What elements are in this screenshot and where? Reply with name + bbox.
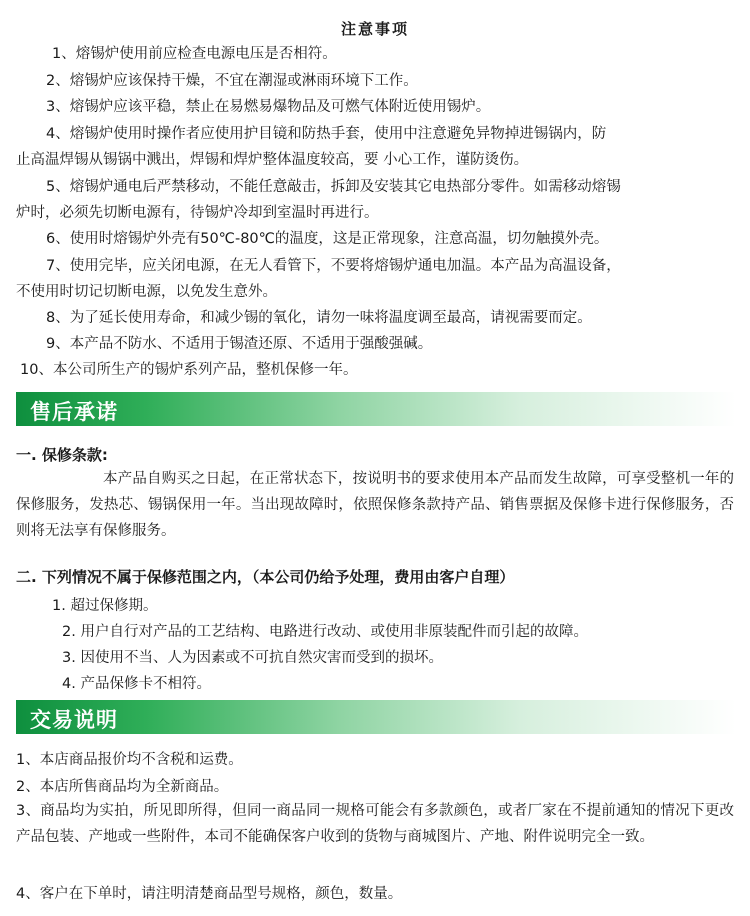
notice-item-5-cont: 炉时，必须先切断电源有，待锡炉冷却到室温时再进行。 <box>16 205 379 221</box>
notice-item-4: 4、熔锡炉使用时操作者应使用护目镜和防热手套，使用中注意避免异物掉进锡锅内，防 <box>46 126 607 142</box>
notice-item-1: 1、熔锡炉使用前应检查电源电压是否相符。 <box>52 46 337 62</box>
notice-item-6: 6、使用时熔锡炉外壳有50℃-80℃的温度，这是正常现象，注意高温，切勿触摸外壳。 <box>46 231 609 247</box>
notice-item-5: 5、熔锡炉通电后严禁移动，不能任意敲击，拆卸及安装其它电热部分零件。如需移动熔锡 <box>46 179 621 195</box>
warranty-heading: 一. 保修条款: <box>16 446 108 464</box>
exclusion-item-3: 3. 因使用不当、人为因素或不可抗自然灾害而受到的损坏。 <box>62 650 443 666</box>
trade-banner-title: 交易说明 <box>30 708 118 732</box>
notice-item-7: 7、使用完毕，应关闭电源，在无人看管下，不要将熔锡炉通电加温。本产品为高温设备， <box>46 258 621 274</box>
notice-title: 注意事项 <box>340 20 409 38</box>
after-sales-banner-title: 售后承诺 <box>30 400 118 424</box>
trade-item-4: 4、客户在下单时，请注明清楚商品型号规格，颜色，数量。 <box>16 886 403 902</box>
trade-item-3: 3、商品均为实拍，所见即所得，但同一商品同一规格可能会有多款颜色，或者厂家在不提前通知的情况下更改产品包装、产地或一些附件，本司不能确保客户收到的货物与商城图片、产地、附件说明完全一致。 <box>16 803 734 845</box>
exclusion-item-4: 4. 产品保修卡不相符。 <box>62 676 211 692</box>
notice-item-10: 10、本公司所生产的锡炉系列产品，整机保修一年。 <box>20 362 358 378</box>
exclusion-item-1: 1. 超过保修期。 <box>52 598 158 614</box>
notice-item-3: 3、熔锡炉应该平稳，禁止在易燃易爆物品及可燃气体附近使用锡炉。 <box>46 99 491 115</box>
notice-item-4-cont: 止高温焊锡从锡锅中溅出，焊锡和焊炉整体温度较高，要 小心工作，谨防烫伤。 <box>16 152 529 168</box>
exclusion-item-2: 2. 用户自行对产品的工艺结构、电路进行改动、或使用非原装配件而引起的故障。 <box>62 624 588 640</box>
after-sales-banner <box>16 392 736 426</box>
notice-item-2: 2、熔锡炉应该保持干燥，不宜在潮湿或淋雨环境下工作。 <box>46 73 418 89</box>
notice-item-8: 8、为了延长使用寿命，和减少锡的氧化，请勿一味将温度调至最高，请视需要而定。 <box>46 310 592 326</box>
warranty-text: 本产品自购买之日起，在正常状态下，按说明书的要求使用本产品而发生故障，可享受整机一年的保修服务，发热芯、锡锅保用一年。当出现故障时，依照保修条款持产品、销售票据及保修卡进行保修服务，否则将无法享有保修服务。 <box>16 471 734 539</box>
trade-item-2: 2、本店所售商品均为全新商品。 <box>16 779 229 795</box>
trade-banner <box>16 700 736 734</box>
exclusion-heading: 二. 下列情况不属于保修范围之内，（本公司仍给予处理，费用由客户自理） <box>16 568 515 586</box>
notice-item-9: 9、本产品不防水、不适用于锡渣还原、不适用于强酸强碱。 <box>46 336 433 352</box>
notice-item-7-cont: 不使用时切记切断电源，以免发生意外。 <box>16 284 277 300</box>
trade-item-1: 1、本店商品报价均不含税和运费。 <box>16 752 243 768</box>
